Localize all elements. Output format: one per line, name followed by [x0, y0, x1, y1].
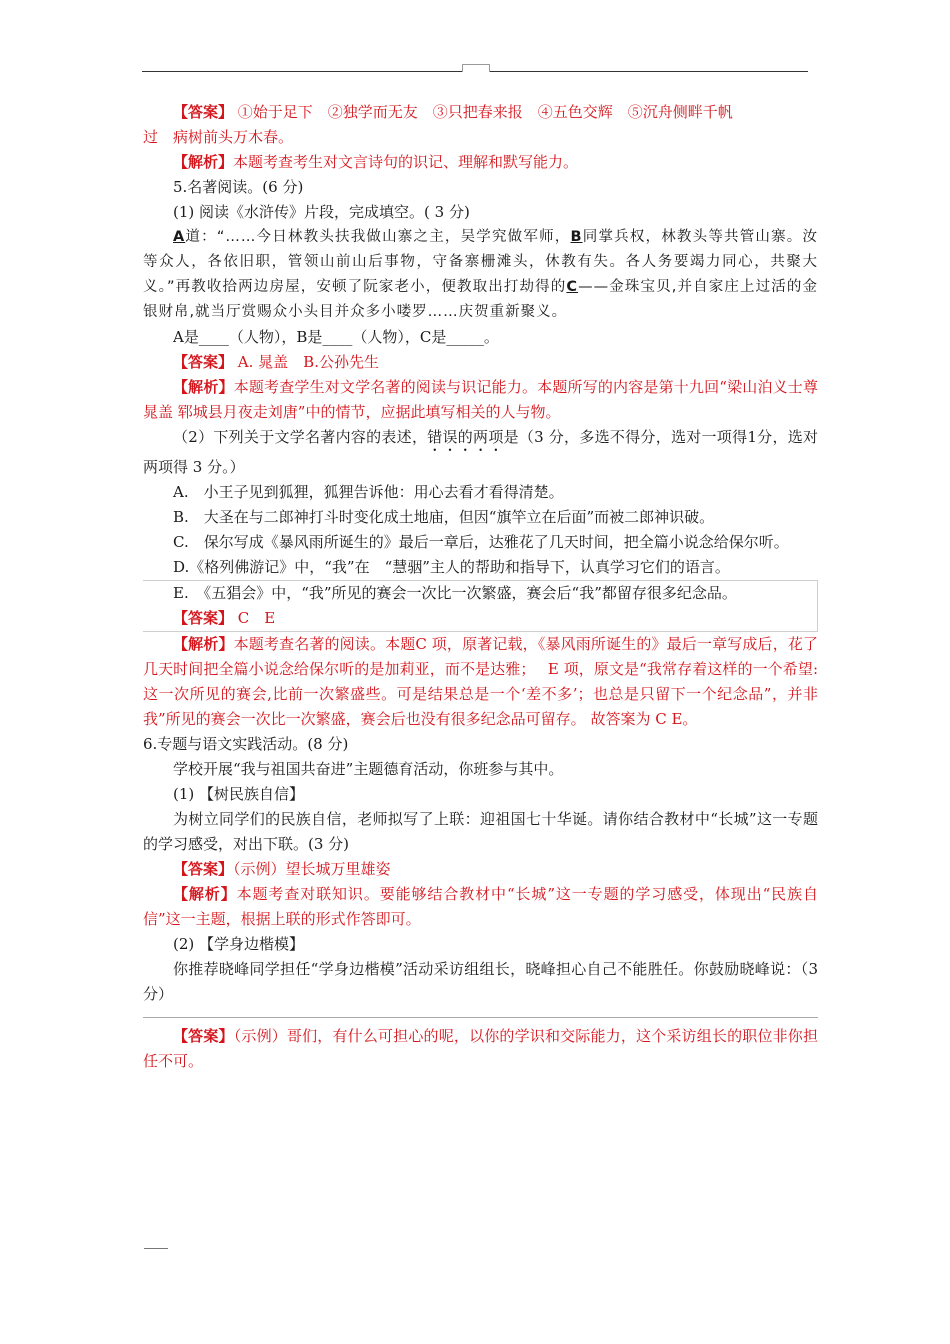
q4-answer [143, 100, 818, 125]
q6-intro: 学校开展“我与祖国共奋进”主题德育活动，你班参与其中。 [173, 760, 564, 778]
intro-pre: （2）下列关于文学名著内容的表述， [173, 428, 428, 446]
q6-part1-analysis [143, 882, 818, 932]
q6-part1-analysis-text: 本题考查对联知识。要能够结合教材中“长城”这一专题的学习感受，体现出“民族自信”这一主题，根据上联的形式作答即可。 [143, 885, 818, 928]
header-tab-mark [462, 64, 490, 72]
answer-tag: 【答案】 [173, 353, 234, 371]
intro-emphasis: 错误的两项 [427, 428, 504, 446]
q5-part1-answer-text: A. 晁盖 B.公孙先生 [237, 353, 379, 371]
q5-part1-analysis-text: 本题考查学生对文学名著的阅读与识记能力。本题所写的内容是第十九回“梁山泊义士尊晁盖 郓城县月夜走刘唐”中的情节，应据此填写相关的人与物。 [143, 378, 818, 421]
blank-b: B [570, 229, 583, 245]
footer-mark [144, 1248, 168, 1249]
document-body [143, 100, 818, 1074]
answer-tag: 【答案】 [173, 103, 234, 121]
blank-a: A [173, 229, 186, 245]
option-c: C. 保尔写成《暴风雨所诞生的》最后一章后，达雅花了几天时间，把全篇小说念给保尔听。 [173, 533, 789, 551]
passage-part-b: 同掌兵权，林教头等共管山寨。汝等众人，各依旧职，管领山前山后事物，守备寨栅滩头，休教有失。各人务要竭力同心，共聚大义。”再教收拾两边房屋，安顿了阮家老小，便教取出打劫得的 [143, 229, 819, 295]
q6-part2-answer-text: （示例）哥们，有什么可担心的呢，以你的学识和交际能力，这个采访组长的职位非你担任不可。 [143, 1027, 818, 1070]
q6-part2-heading: (2) 【学身边楷模】 [173, 935, 305, 953]
option-d: D.《格列佛游记》中，“我”在 “慧骃”主人的帮助和指导下，认真学习它们的语言。 [173, 558, 730, 576]
option-b: B. 大圣在与二郎神打斗时变化成土地庙，但因“旗竿立在后面”而被二郎神识破。 [173, 508, 715, 526]
passage-part-a: 道：“……今日林教头扶我做山寨之主，吴学究做军师， [185, 229, 571, 245]
answer-tag: 【答案】 [173, 1027, 234, 1045]
option-a: A. 小王子见到狐狸，狐狸告诉他：用心去看才看得清楚。 [173, 483, 564, 501]
q4-answer-line1: ①始于足下 ②独学而无友 ③只把春来报 ④五色交辉 ⑤沉舟侧畔千帆 [237, 103, 733, 121]
highlight-box [143, 580, 818, 632]
q4-analysis [143, 150, 818, 175]
q4-answer-line2: 过 病树前头万木春。 [143, 128, 294, 146]
answer-separator [143, 1017, 818, 1018]
q6-part1-heading: (1) 【树民族自信】 [173, 785, 305, 803]
q6-part2-answer [143, 1024, 818, 1074]
q6-title: 6.专题与语文实践活动。(8 分) [143, 735, 349, 753]
q5-fill-line: A是____（人物），B是____（人物），C是_____。 [173, 328, 499, 346]
q6-part2-text: 你推荐晓峰同学担任“学身边楷模”活动采访组组长，晓峰担心自己不能胜任。你鼓励晓峰说：（3 分） [143, 960, 818, 1003]
passage-part-c: ——金珠宝贝,并自家庄上过活的金银财帛,就当厅赏赐众小头目并众多小喽罗……庆贺重新聚义。 [143, 279, 818, 320]
q4-analysis-text: 本题考查考生对文言诗句的识记、理解和默写能力。 [233, 153, 579, 171]
q5-part2-analysis-text: 本题考查名著的阅读。本题C 项，原著记载，《暴风雨所诞生的》最后一章写成后，花了几天时间把全篇小说念给保尔听的是加莉亚，而不是达雅； E 项，原文是“我常存着这样的一个希望:这一次所见的赛会,比前一次繁盛些。可是结果总是一个‘差不多’；也总是只留下一个纪念品”，并非我”所见的赛会一次比一次繁盛，赛会后也没有很多纪念品可留存。 故答案为 C E。 [143, 635, 818, 728]
q5-passage [143, 225, 818, 325]
analysis-tag: 【解析】 [173, 635, 234, 653]
q4-answer-cont [143, 125, 818, 150]
answer-tag: 【答案】 [173, 860, 234, 878]
blank-c: C [566, 279, 579, 295]
analysis-tag: 【解析】 [173, 378, 234, 396]
q5-part1-answer [143, 350, 818, 375]
intro-post: 是（3 分，多选不得分，选对一项得1分，选对两项得 3 分。） [143, 428, 818, 476]
q5-part2-answer-text: C E [237, 609, 276, 627]
analysis-tag: 【解析】 [173, 885, 237, 903]
q5-part2-answer [143, 606, 817, 631]
q5-part1-intro: (1) 阅读《水浒传》片段，完成填空。( 3 分) [173, 203, 470, 221]
answer-tag: 【答案】 [173, 609, 234, 627]
q6-part1-text: 为树立同学们的民族自信，老师拟写了上联：迎祖国七十华诞。请你结合教材中“长城”这一专题的学习感受，对出下联。(3 分) [143, 810, 818, 853]
q5-part2-intro [143, 425, 818, 480]
q5-part1-analysis [143, 375, 818, 425]
q6-part1-answer-text: （示例）望长城万里雄姿 [233, 860, 391, 878]
q5-title: 5.名著阅读。(6 分) [173, 178, 304, 196]
analysis-tag: 【解析】 [173, 153, 234, 171]
q6-part1-answer [143, 857, 818, 882]
q5-part2-analysis [143, 632, 818, 732]
option-e: E. 《五猖会》中，“我”所见的赛会一次比一次繁盛，赛会后“我”都留存很多纪念品。 [173, 584, 737, 602]
